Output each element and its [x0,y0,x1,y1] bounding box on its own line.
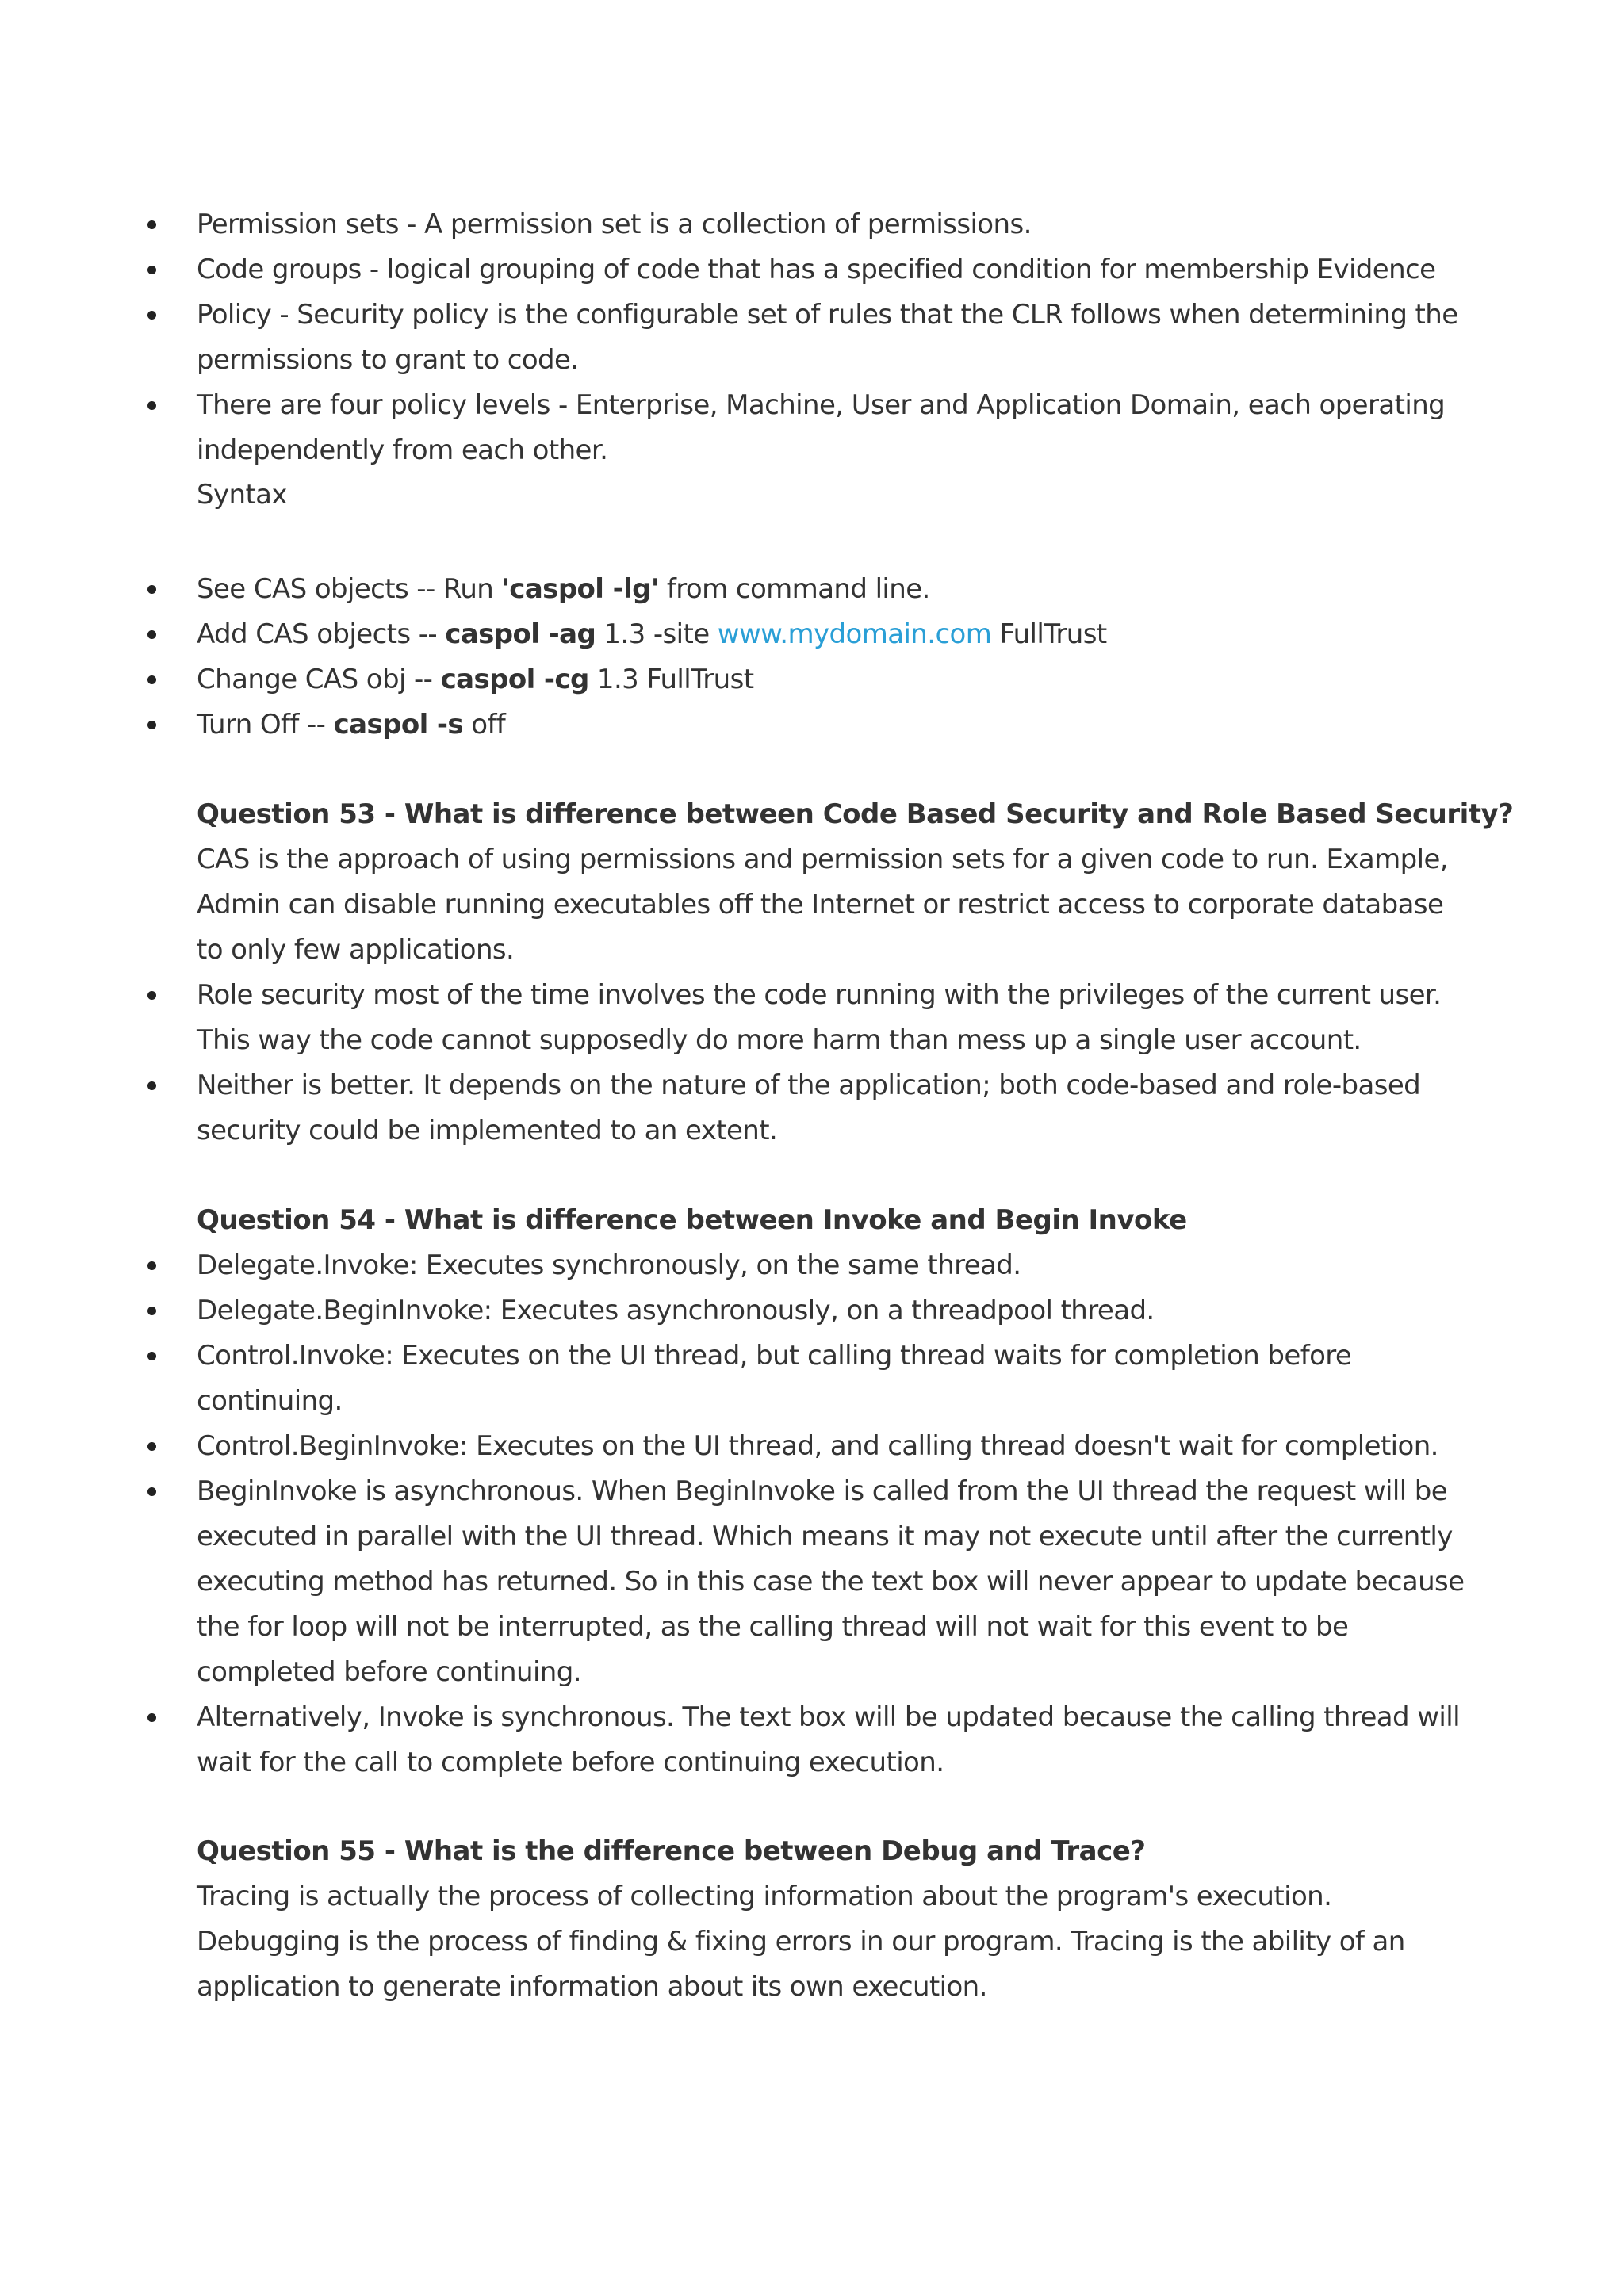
bullet-icon [147,1442,156,1451]
bullet-icon [147,1713,156,1722]
q53-list-item-neither-cont: security could be implemented to an extent. [197,1115,778,1146]
q53-paragraph-cont: to only few applications. [197,934,515,966]
list-item-policy-levels: There are four policy levels - Enterprise, Machine, User and Application Domain, each operating [197,389,1446,421]
list-item-policy-cont: permissions to grant to code. [197,344,579,376]
q53-paragraph-cont: Admin can disable running executables off the Internet or restrict access to corporate database [197,889,1444,920]
command-caspol-ag: caspol -ag [445,618,596,650]
list-item-add-cas: Add CAS objects -- caspol -ag 1.3 -site www.mydomain.com FullTrust [197,618,1107,650]
q54-list-item-invoke-sync-cont: wait for the call to complete before continuing execution. [197,1747,944,1778]
q53-list-item-role-security: Role security most of the time involves the code running with the privileges of the current user. [197,979,1442,1011]
command-caspol-cg: caspol -cg [440,664,589,695]
q54-list-item-delegate-invoke: Delegate.Invoke: Executes synchronously, on the same thread. [197,1249,1021,1281]
list-item-policy: Policy - Security policy is the configurable set of rules that the CLR follows when determining the [197,299,1458,331]
question-55-heading: Question 55 - What is the difference between Debug and Trace? [197,1835,1146,1867]
bullet-icon [147,675,156,684]
q54-list-item-control-invoke: Control.Invoke: Executes on the UI thread, but calling thread waits for completion before [197,1340,1352,1372]
bullet-icon [147,1487,156,1496]
command-caspol-lg: 'caspol -lg' [501,573,659,605]
q53-list-item-role-security-cont: This way the code cannot supposedly do more harm than mess up a single user account. [197,1024,1362,1056]
bullet-icon [147,1081,156,1090]
bullet-icon [147,266,156,274]
bullet-icon [147,1307,156,1315]
question-53-heading: Question 53 - What is difference between Code Based Security and Role Based Security? [197,798,1514,830]
bullet-icon [147,585,156,594]
bullet-icon [147,220,156,229]
list-item-see-cas: See CAS objects -- Run 'caspol -lg' from command line. [197,573,930,605]
bullet-icon [147,630,156,639]
q53-list-item-neither: Neither is better. It depends on the nature of the application; both code-based and role-based [197,1070,1421,1101]
q54-list-item-begininvoke-async-cont: the for loop will not be interrupted, as the calling thread will not wait for this event to be [197,1611,1349,1643]
bullet-icon [147,311,156,320]
q55-paragraph-cont: Debugging is the process of finding & fixing errors in our program. Tracing is the ability of an [197,1926,1405,1957]
syntax-label: Syntax [197,479,287,511]
q54-list-item-control-invoke-cont: continuing. [197,1385,343,1417]
q54-list-item-delegate-begininvoke: Delegate.BeginInvoke: Executes asynchronously, on a threadpool thread. [197,1295,1155,1326]
bullet-icon [147,1261,156,1270]
list-item-change-cas: Change CAS obj -- caspol -cg 1.3 FullTrust [197,664,754,695]
list-item-permission-sets: Permission sets - A permission set is a collection of permissions. [197,209,1032,240]
q55-paragraph: Tracing is actually the process of collecting information about the program's execution. [197,1881,1332,1912]
q53-paragraph: CAS is the approach of using permissions and permission sets for a given code to run. Example, [197,844,1449,875]
list-item-turn-off: Turn Off -- caspol -s off [197,709,506,740]
list-item-code-groups: Code groups - logical grouping of code that has a specified condition for membership Evidence [197,254,1436,285]
q54-list-item-begininvoke-async-cont: completed before continuing. [197,1656,581,1688]
question-54-heading: Question 54 - What is difference between Invoke and Begin Invoke [197,1204,1187,1236]
bullet-icon [147,721,156,729]
command-caspol-s: caspol -s [333,709,464,740]
q54-list-item-begininvoke-async: BeginInvoke is asynchronous. When BeginInvoke is called from the UI thread the request will be [197,1475,1448,1507]
q54-list-item-control-begininvoke: Control.BeginInvoke: Executes on the UI thread, and calling thread doesn't wait for completion. [197,1430,1438,1462]
q54-list-item-begininvoke-async-cont: executing method has returned. So in this case the text box will never appear to update because [197,1566,1465,1598]
q54-list-item-begininvoke-async-cont: executed in parallel with the UI thread. Which means it may not execute until after the currently [197,1521,1453,1552]
domain-link[interactable]: www.mydomain.com [717,618,992,650]
q54-list-item-invoke-sync: Alternatively, Invoke is synchronous. The text box will be updated because the calling thread will [197,1701,1460,1733]
bullet-icon [147,1352,156,1360]
list-item-policy-levels-cont: independently from each other. [197,434,608,466]
bullet-icon [147,991,156,1000]
bullet-icon [147,401,156,410]
q55-paragraph-cont: application to generate information about its own execution. [197,1971,987,2003]
